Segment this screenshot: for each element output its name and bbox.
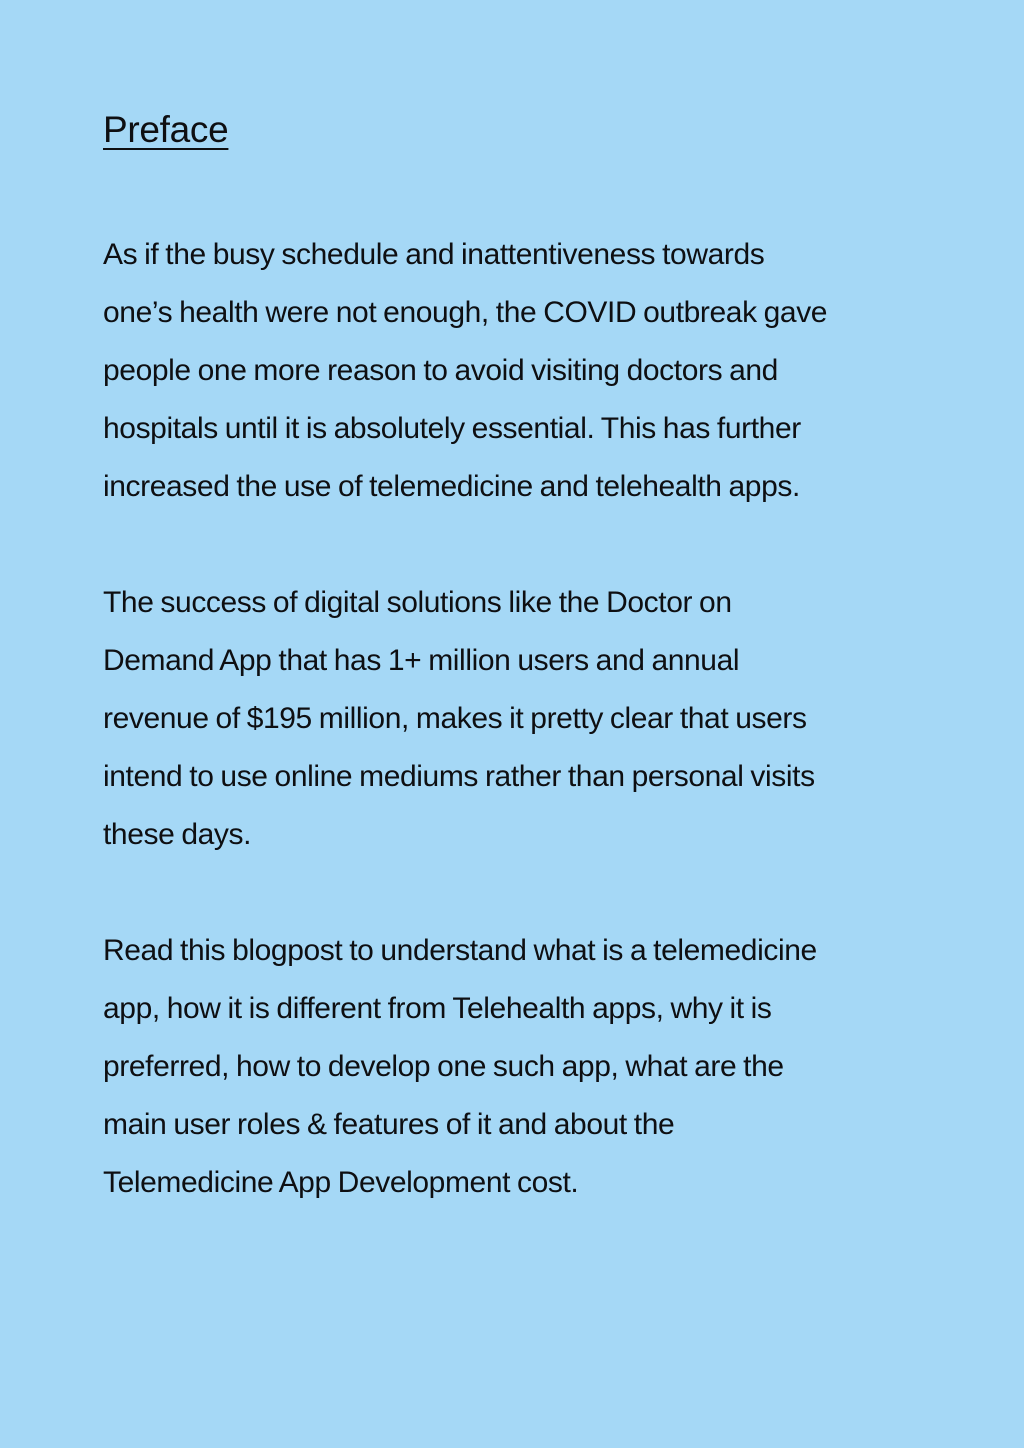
paragraph-line: intend to use online mediums rather than personal visits [103, 760, 815, 793]
paragraph-line: these days. [103, 818, 252, 851]
paragraph-line: app, how it is different from Telehealth apps, why it is [103, 992, 772, 1025]
paragraph-overview [103, 922, 933, 1212]
paragraph-line: As if the busy schedule and inattentiveness towards [103, 238, 765, 271]
paragraph-line: people one more reason to avoid visiting doctors and [103, 354, 778, 387]
paragraph-line: Demand App that has 1+ million users and annual [103, 644, 740, 677]
paragraph-line: main user roles & features of it and about the [103, 1108, 675, 1141]
document-page [103, 104, 933, 1212]
paragraph-line: one’s health were not enough, the COVID outbreak gave [103, 296, 828, 329]
page-heading: Preface [103, 109, 229, 150]
paragraph-line: preferred, how to develop one such app, what are the [103, 1050, 784, 1083]
paragraph-intro [103, 226, 933, 516]
paragraph-success [103, 574, 933, 864]
paragraph-line: increased the use of telemedicine and telehealth apps. [103, 470, 800, 503]
paragraph-line: Read this blogpost to understand what is a telemedicine [103, 934, 817, 967]
paragraph-line: hospitals until it is absolutely essential. This has further [103, 412, 801, 445]
paragraph-line: revenue of $195 million, makes it pretty clear that users [103, 702, 807, 735]
paragraph-line: Telemedicine App Development cost. [103, 1166, 579, 1199]
paragraph-line: The success of digital solutions like the Doctor on [103, 586, 732, 619]
